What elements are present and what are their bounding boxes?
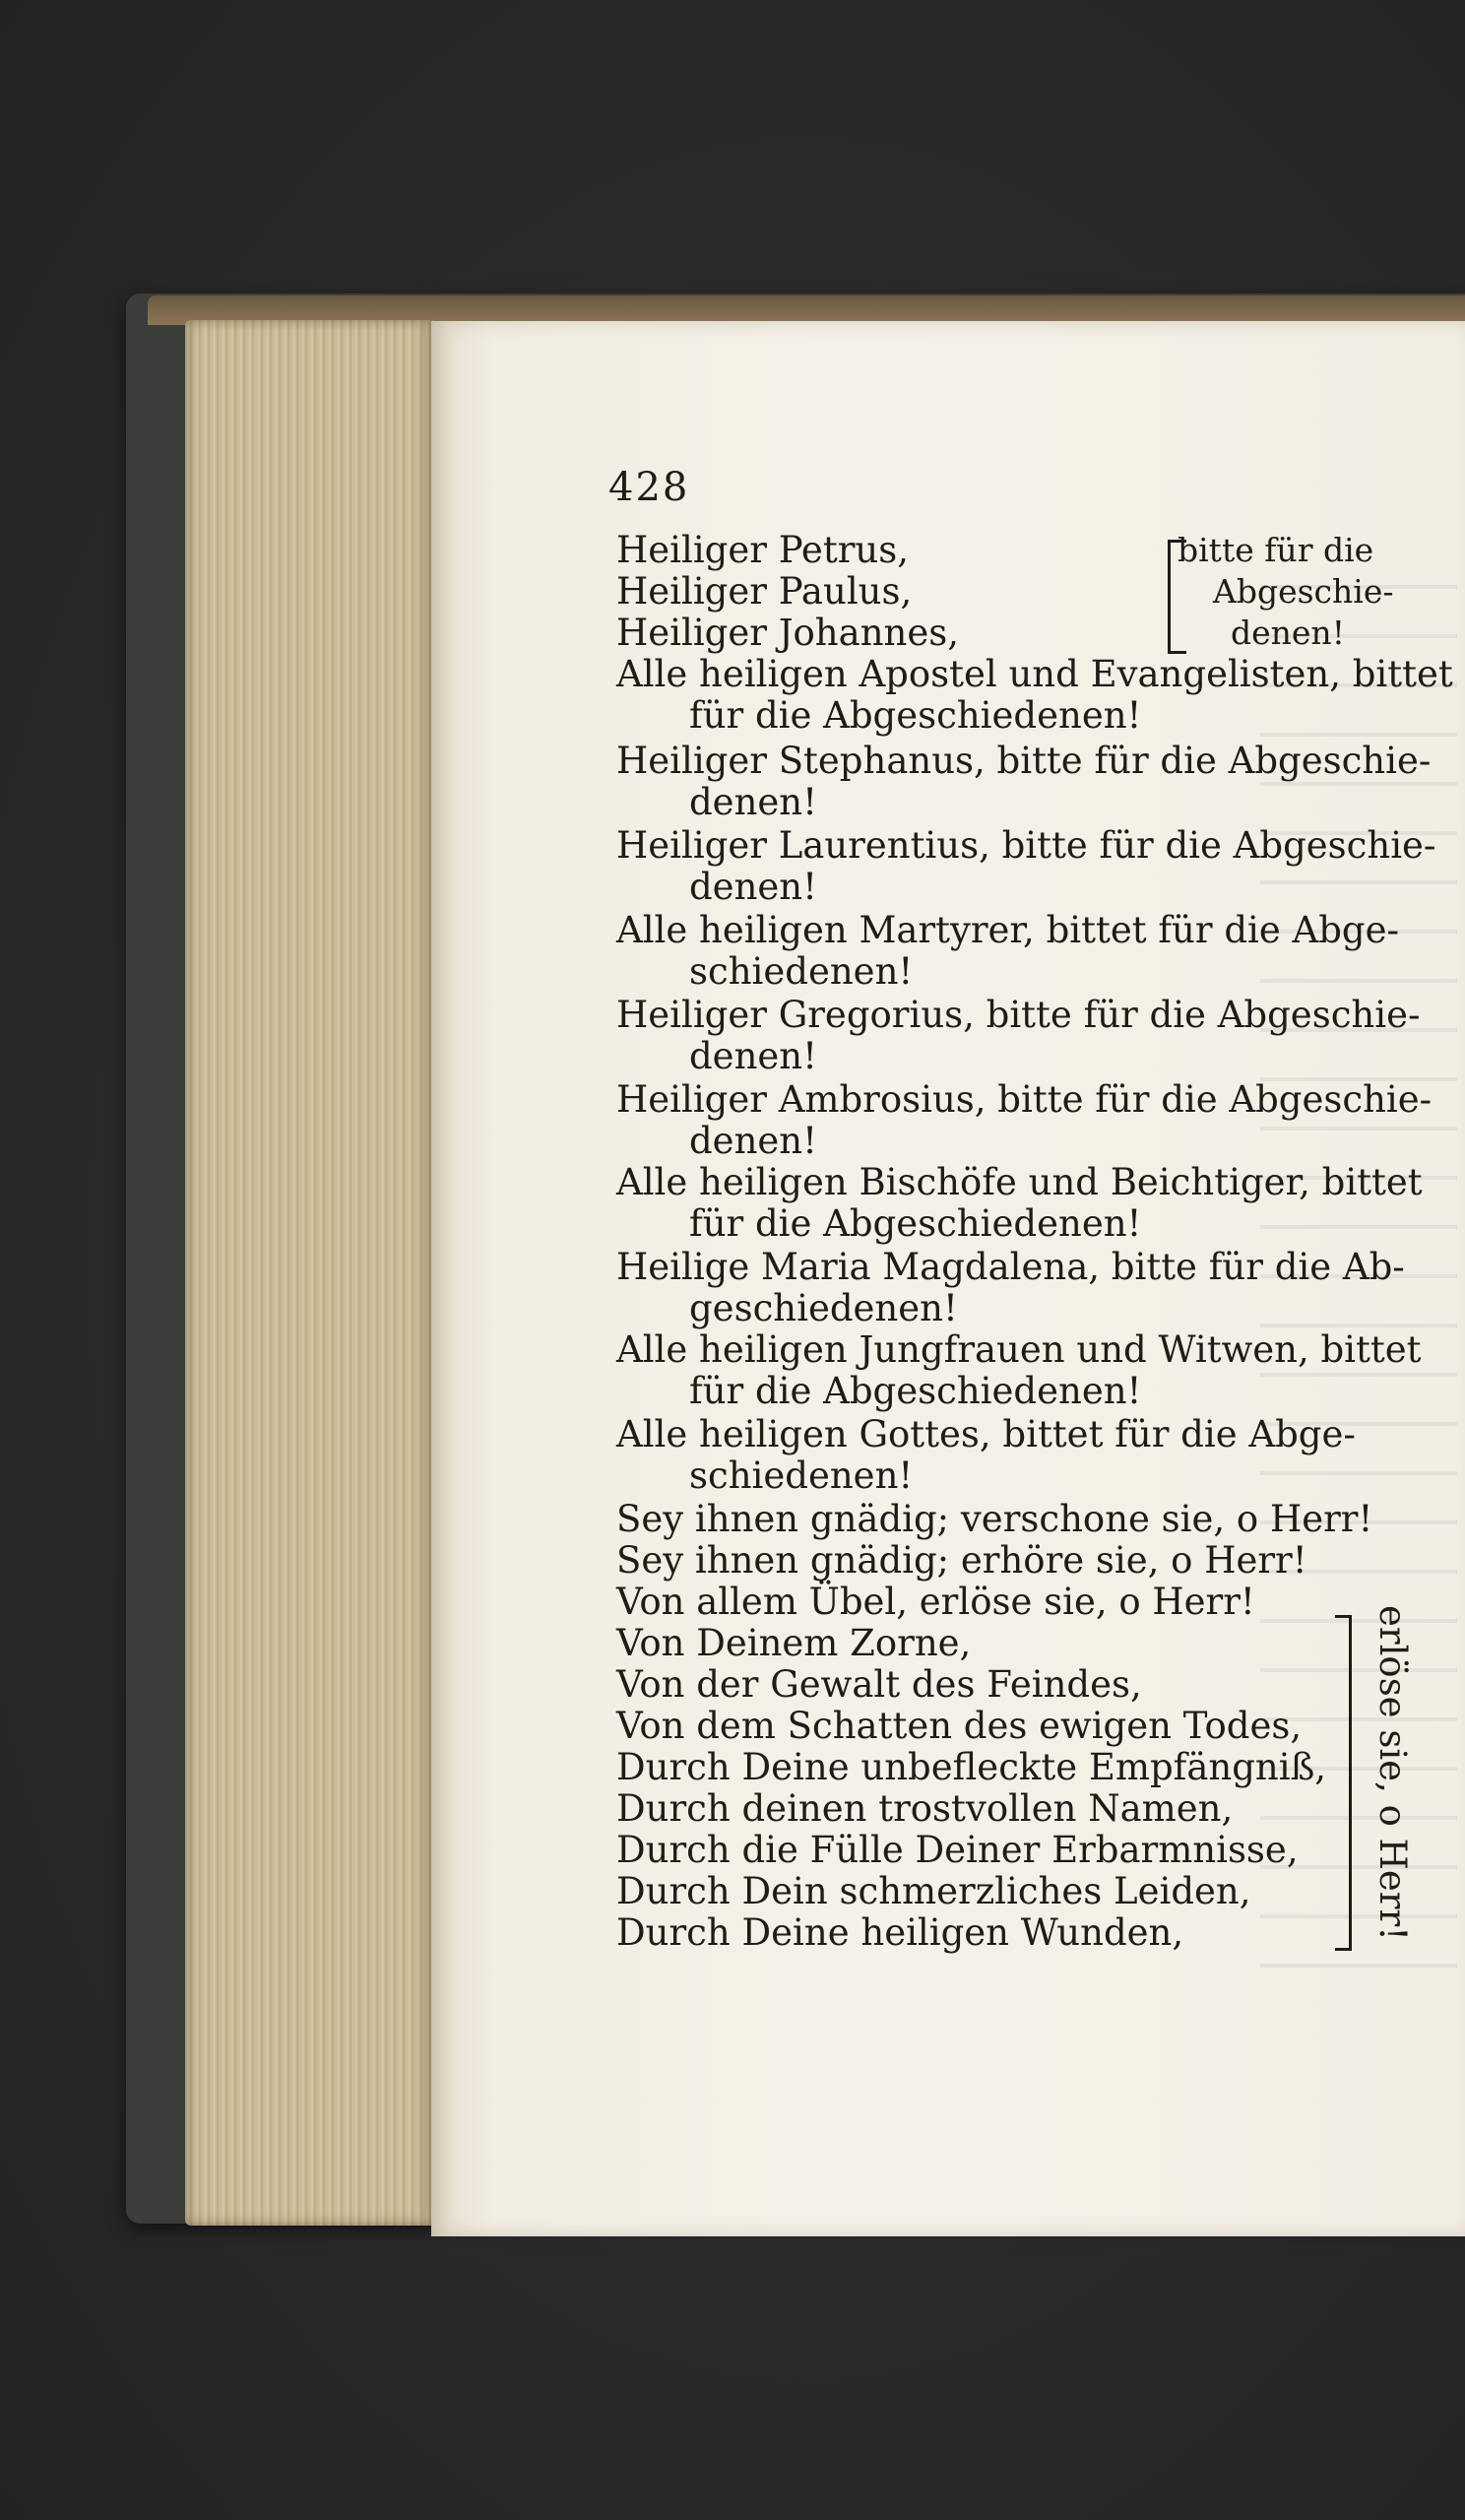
text-line: denen! <box>689 1035 818 1077</box>
side-response <box>1343 1605 1432 1950</box>
text-line: für die Abgeschiedenen! <box>689 694 1142 737</box>
text-line: Heiliger Johannes, <box>616 612 959 654</box>
text-line: schiedenen! <box>689 950 914 993</box>
text-line: Durch Dein schmerzliches Leiden, <box>616 1870 1251 1912</box>
text-line: Alle heiligen Jungfrauen und Witwen, bittet <box>616 1328 1422 1371</box>
text-line: denen! <box>689 1120 818 1162</box>
brace-text-line: denen! <box>1231 614 1345 652</box>
text-line: Von allem Übel, erlöse sie, o Herr! <box>616 1581 1255 1623</box>
text-line: schiedenen! <box>689 1454 914 1497</box>
text-line: Durch Deine heiligen Wunden, <box>616 1911 1184 1954</box>
text-line: für die Abgeschiedenen! <box>689 1370 1142 1412</box>
text-line: Von Deinem Zorne, <box>616 1622 972 1664</box>
text-line: Heiliger Gregorius, bitte für die Abgeschie- <box>616 994 1421 1036</box>
text-line: Heiliger Laurentius, bitte für die Abgeschie- <box>616 824 1436 867</box>
text-line: Heiliger Ambrosius, bitte für die Abgeschie- <box>616 1078 1433 1121</box>
side-response-text: erlöse sie, o Herr! <box>1371 1605 1414 1942</box>
page-number: 428 <box>608 465 690 510</box>
text-line: Alle heiligen Martyrer, bittet für die Abge- <box>616 909 1399 951</box>
text-line: Sey ihnen gnädig; erhöre sie, o Herr! <box>616 1539 1307 1582</box>
text-line: Alle heiligen Bischöfe und Beichtiger, bittet <box>616 1161 1423 1203</box>
text-line: Von dem Schatten des ewigen Todes, <box>616 1705 1303 1747</box>
text-line: Alle heiligen Apostel und Evangelisten, bittet <box>616 653 1453 695</box>
text-line: Alle heiligen Gottes, bittet für die Abge- <box>616 1413 1356 1455</box>
text-line: Durch Deine unbefleckte Empfängniß, <box>616 1746 1327 1788</box>
text-line: denen! <box>689 781 818 823</box>
text-line: für die Abgeschiedenen! <box>689 1202 1142 1245</box>
text-line: Heiliger Stephanus, bitte für die Abgeschie- <box>616 740 1432 782</box>
text-line: Heilige Maria Magdalena, bitte für die Ab- <box>616 1246 1405 1288</box>
text-line: Heiliger Paulus, <box>616 570 913 613</box>
text-line: Von der Gewalt des Feindes, <box>616 1663 1142 1706</box>
brace-text-line: bitte für die <box>1178 531 1374 569</box>
text-line: geschiedenen! <box>689 1287 958 1329</box>
text-line: Heiliger Petrus, <box>616 529 909 571</box>
brace-text-line: Abgeschie- <box>1213 572 1394 611</box>
text-line: denen! <box>689 866 818 908</box>
text-line: Durch die Fülle Deiner Erbarmnisse, <box>616 1829 1299 1871</box>
text-line: Sey ihnen gnädig; verschone sie, o Herr! <box>616 1498 1373 1540</box>
text-line: Durch deinen trostvollen Namen, <box>616 1787 1234 1830</box>
page-fore-edge <box>185 320 433 2226</box>
